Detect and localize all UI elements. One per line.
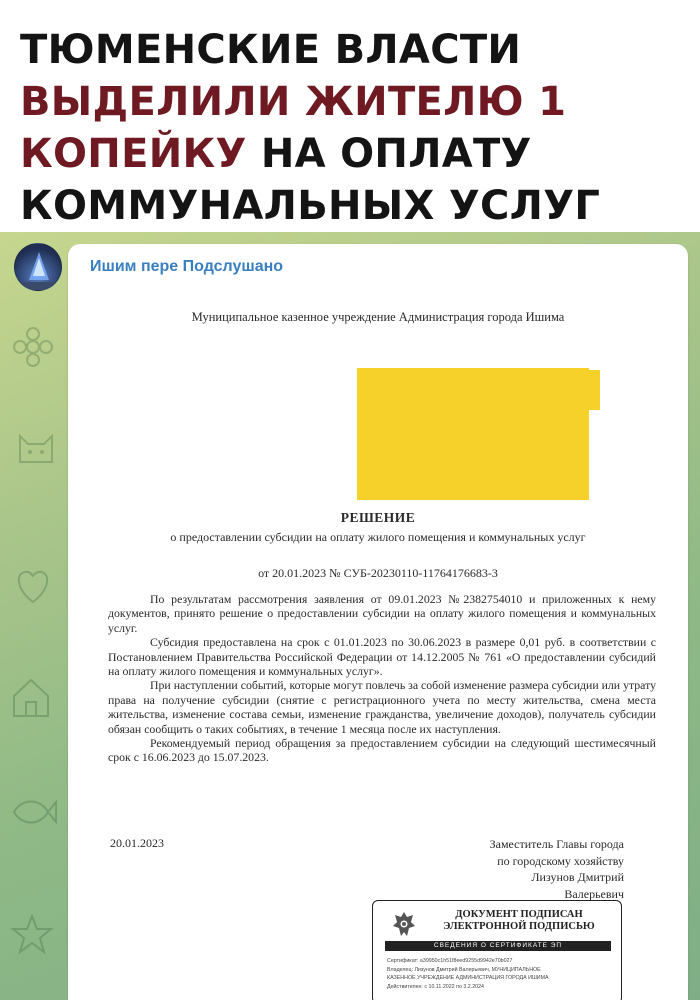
stamp-title	[429, 909, 609, 933]
message-bubble	[68, 244, 688, 1000]
stamp-title-line-2: ЭЛЕКТРОННОЙ ПОДПИСЬЮ	[443, 921, 595, 932]
stamp-owner-2: КАЗЕННОЕ УЧРЕЖДЕНИЕ АДМИНИСТРАЦИЯ ГОРОДА ИШИМА	[387, 975, 549, 981]
avatar-tree-icon	[15, 244, 62, 291]
doodle-house-icon	[6, 672, 56, 722]
document-date: 20.01.2023	[110, 836, 164, 850]
signer-name: Лизунов Дмитрий	[531, 870, 624, 884]
channel-avatar[interactable]	[14, 243, 62, 291]
document-body	[108, 592, 656, 765]
doodle-fish-icon	[8, 792, 58, 832]
redaction-block-edge	[582, 370, 600, 410]
headline-line-3	[20, 128, 680, 180]
e-signature-stamp	[372, 900, 622, 1000]
stamp-owner-1: Владелец: Лизунов Дмитрий Валерьевич, МУНИЦИПАЛЬНОЕ	[387, 966, 541, 973]
channel-name[interactable]: Ишим пере Подслушано	[90, 258, 284, 275]
document-paragraph: Рекомендуемый период обращения за предоставлением субсидии на следующий шестимесячный срок с 16.06.2023 до 15.07.2023.	[108, 736, 656, 765]
stamp-certificate-bar: СВЕДЕНИЯ О СЕРТИФИКАТЕ ЭП	[385, 941, 611, 951]
document-title: РЕШЕНИЕ	[340, 510, 416, 525]
doodle-star-icon	[10, 912, 54, 956]
headline-line-3-rest: НА ОПЛАТУ	[246, 131, 532, 177]
signer-position: Заместитель Главы города	[489, 837, 624, 851]
document-number: от 20.01.2023 № СУБ-20230110-11764176683-3	[258, 566, 498, 580]
stamp-certificate: Сертификат: a39950c1h51f8eed9255d9942e70b027	[387, 958, 513, 964]
document-organization: Муниципальное казенное учреждение Администрация города Ишима	[191, 310, 565, 324]
headline	[20, 24, 680, 232]
stamp-title-line-1: ДОКУМЕНТ ПОДПИСАН	[455, 909, 583, 920]
stamp-valid: Действителен: с 10.11.2022 по 3.2.2024	[387, 983, 484, 990]
document-subtitle: о предоставлении субсидии на оплату жилого помещения и коммунальных услуг	[170, 530, 586, 544]
document-paragraph: По результатам рассмотрения заявления от 09.01.2023 №2382754010 и приложенных к нему документов, принято решение о предоставлении субсидии на оплату жилого помещения и коммунальных услуг.	[108, 592, 656, 635]
document-paragraph: Субсидия предоставлена на срок с 01.01.2023 по 30.06.2023 в размере 0,01 руб. в соответствии с Постановлением Правительства Российской Федерации от 14.12.2005 № 761 «О предоставлении субсидий на оплату жилого помещения и коммунальных услуг».	[108, 635, 656, 679]
headline-line-2: ВЫДЕЛИЛИ ЖИТЕЛЮ 1	[20, 79, 567, 125]
coat-of-arms-icon	[391, 909, 417, 939]
stamp-details	[387, 957, 613, 991]
signer-patronymic: Валерьевич	[564, 886, 624, 901]
doodle-cat-icon	[12, 422, 60, 470]
document-image[interactable]	[82, 288, 674, 1000]
signer-department: по городскому хозяйству	[497, 853, 624, 868]
headline-line-4: КОММУНАЛЬНЫХ УСЛУГ	[20, 183, 601, 229]
headline-accent-word: КОПЕЙКУ	[20, 131, 247, 177]
redaction-block	[357, 368, 589, 500]
headline-line-1: ТЮМЕНСКИЕ ВЛАСТИ	[20, 27, 522, 73]
document-signer	[424, 836, 624, 902]
doodle-flower-icon	[8, 322, 58, 372]
doodle-heart-icon	[10, 562, 56, 608]
document-paragraph: При наступлении событий, которые могут повлечь за собой изменение размера субсидии или утрату права на получение субсидии (снятие с регистрационного учета по месту жительства, смена места жительства, изменение состава семьи, изменение гражданства, увеличение доходов), получатель субсидии обязан сообщить о таких событиях, в течение 1 месяца после их наступления.	[108, 678, 656, 736]
